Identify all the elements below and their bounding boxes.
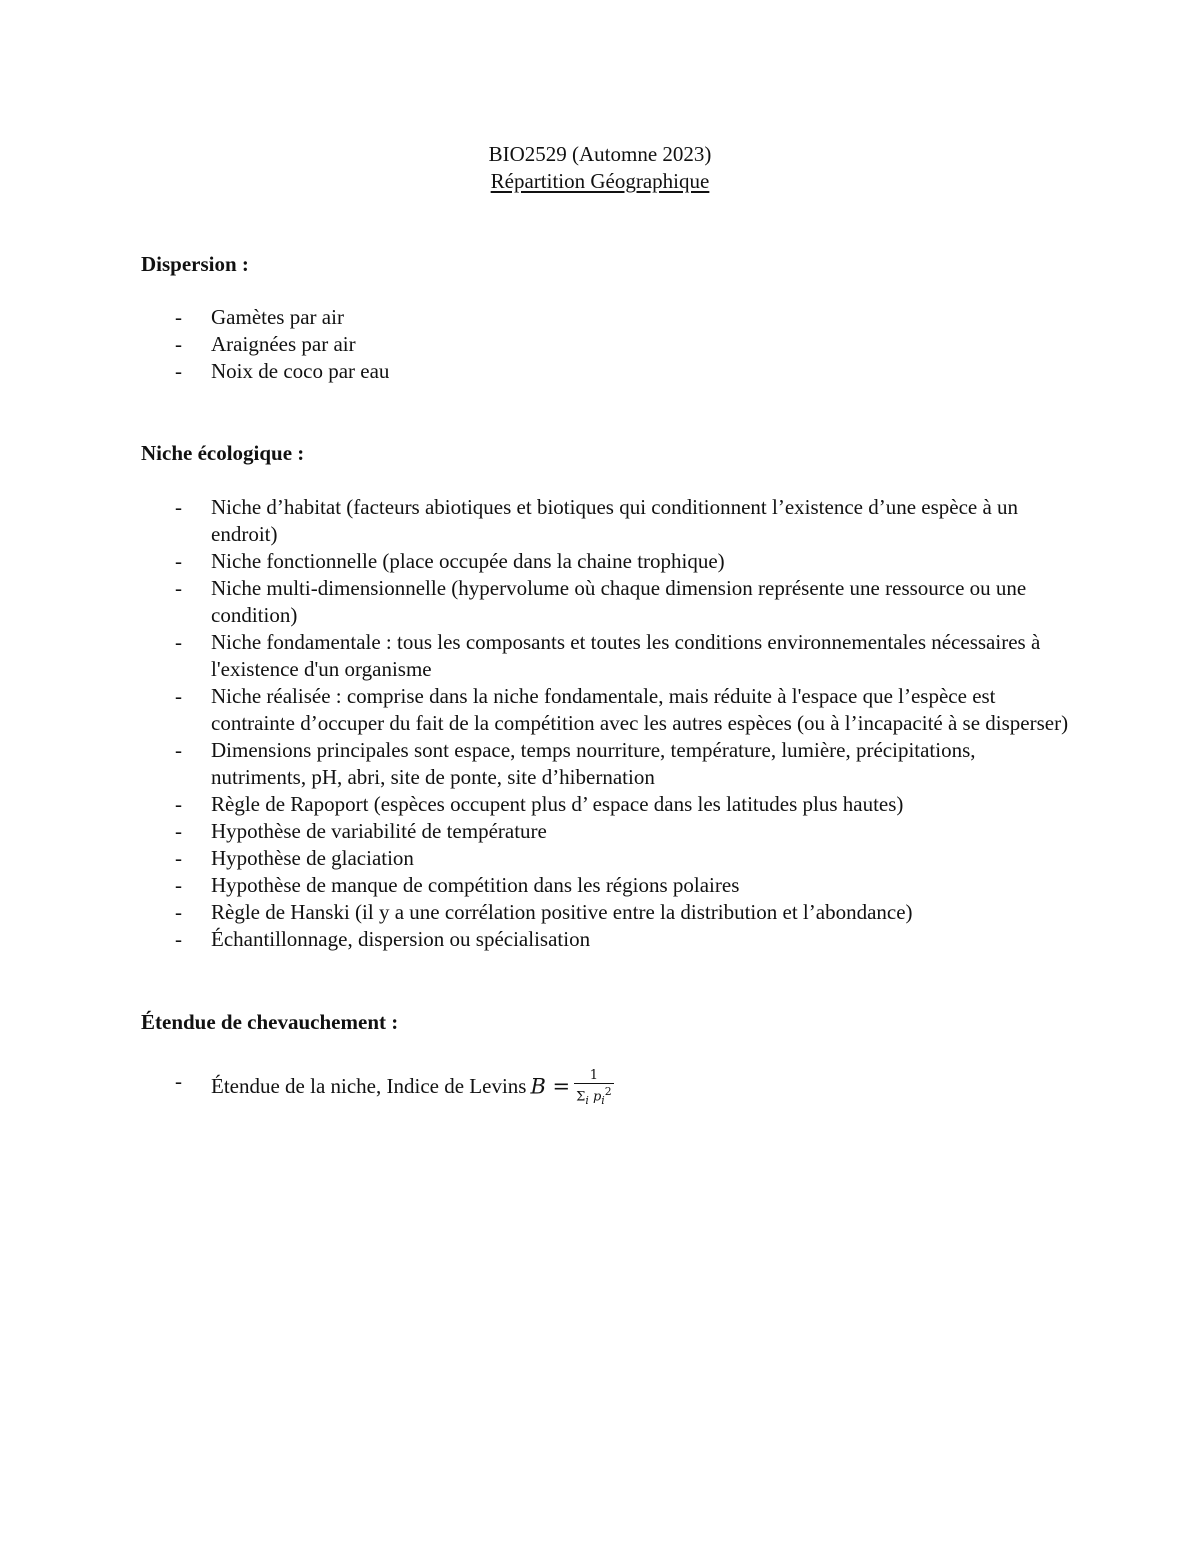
etendue-list (141, 1068, 1071, 1108)
list-dash: - (175, 576, 182, 600)
list-item (141, 331, 1071, 358)
section-heading-niche: Niche écologique : (141, 441, 305, 465)
formula-lhs: B = (530, 1074, 571, 1099)
list-item (141, 791, 1071, 818)
formula-variable-index: i (601, 1093, 605, 1107)
list-item-text: Dimensions principales sont espace, temps nourriture, température, lumière, précipitations, nutriments, pH, abri, site de ponte, site d’hibernation (211, 738, 976, 789)
list-dash: - (175, 819, 182, 843)
list-dash: - (175, 305, 182, 329)
list-item-text: Règle de Rapoport (espèces occupent plus d’ espace dans les latitudes plus hautes) (211, 792, 904, 816)
list-item (141, 575, 1071, 629)
niche-list (141, 494, 1071, 953)
list-dash: - (175, 630, 182, 654)
list-item (141, 737, 1071, 791)
list-item-text: Règle de Hanski (il y a une corrélation positive entre la distribution et l’abondance) (211, 900, 913, 924)
list-item-text: Araignées par air (211, 332, 356, 356)
list-item-text: Hypothèse de manque de compétition dans les régions polaires (211, 873, 740, 897)
list-item-text: Niche réalisée : comprise dans la niche fondamentale, mais réduite à l'espace que l’espèce est contrainte d’occuper du fait de la compétition avec les autres espèces (ou à l’incapacité à se disperser) (211, 684, 1069, 735)
list-dash: - (175, 846, 182, 870)
document-subtitle: Répartition Géographique (490, 169, 710, 193)
list-dash: - (175, 495, 182, 519)
list-item-text: Noix de coco par eau (211, 359, 390, 383)
list-item (141, 629, 1071, 683)
formula-fraction (574, 1068, 614, 1108)
section-heading-etendue: Étendue de chevauchement : (141, 1010, 399, 1034)
list-dash: - (175, 792, 182, 816)
list-item (141, 304, 1071, 331)
list-dash: - (175, 900, 182, 924)
list-dash: - (175, 684, 182, 708)
document-header (0, 141, 1200, 195)
course-title: BIO2529 (Automne 2023) (488, 142, 712, 166)
list-item-text: Niche fonctionnelle (place occupée dans la chaine trophique) (211, 549, 725, 573)
formula-exponent: 2 (604, 1085, 612, 1098)
list-item-text: Échantillonnage, dispersion ou spécialisation (211, 927, 591, 951)
levins-formula (530, 1068, 613, 1108)
list-dash: - (175, 549, 182, 573)
formula-variable: p (592, 1089, 602, 1105)
formula-sum-index: i (585, 1093, 589, 1107)
formula-denominator (574, 1084, 614, 1108)
list-item (141, 926, 1071, 953)
list-item (141, 494, 1071, 548)
list-item (141, 899, 1071, 926)
list-item (141, 683, 1071, 737)
list-dash: - (175, 927, 182, 951)
list-item-text: Étendue de la niche, Indice de Levins (211, 1073, 527, 1098)
dispersion-list (141, 304, 1071, 385)
list-dash: - (175, 738, 182, 762)
list-dash: - (175, 1069, 182, 1093)
list-item-text: Niche d’habitat (facteurs abiotiques et biotiques qui conditionnent l’existence d’une espèce à un endroit) (211, 495, 1019, 546)
list-item (141, 845, 1071, 872)
list-item (141, 1068, 1071, 1108)
list-item-text: Niche multi-dimensionnelle (hypervolume où chaque dimension représente une ressource ou une condition) (211, 576, 1027, 627)
formula-sum: Σ (576, 1089, 586, 1105)
formula-numerator: 1 (574, 1068, 614, 1084)
list-item (141, 818, 1071, 845)
list-dash: - (175, 873, 182, 897)
list-item (141, 548, 1071, 575)
section-heading-dispersion: Dispersion : (141, 252, 249, 276)
list-item (141, 358, 1071, 385)
list-dash: - (175, 332, 182, 356)
list-item-text: Hypothèse de variabilité de température (211, 819, 547, 843)
list-item-text: Gamètes par air (211, 305, 344, 329)
list-item-text: Hypothèse de glaciation (211, 846, 414, 870)
list-item-text: Niche fondamentale : tous les composants et toutes les conditions environnementales nécessaires à l'existence d'un organisme (211, 630, 1041, 681)
list-item (141, 872, 1071, 899)
list-dash: - (175, 359, 182, 383)
